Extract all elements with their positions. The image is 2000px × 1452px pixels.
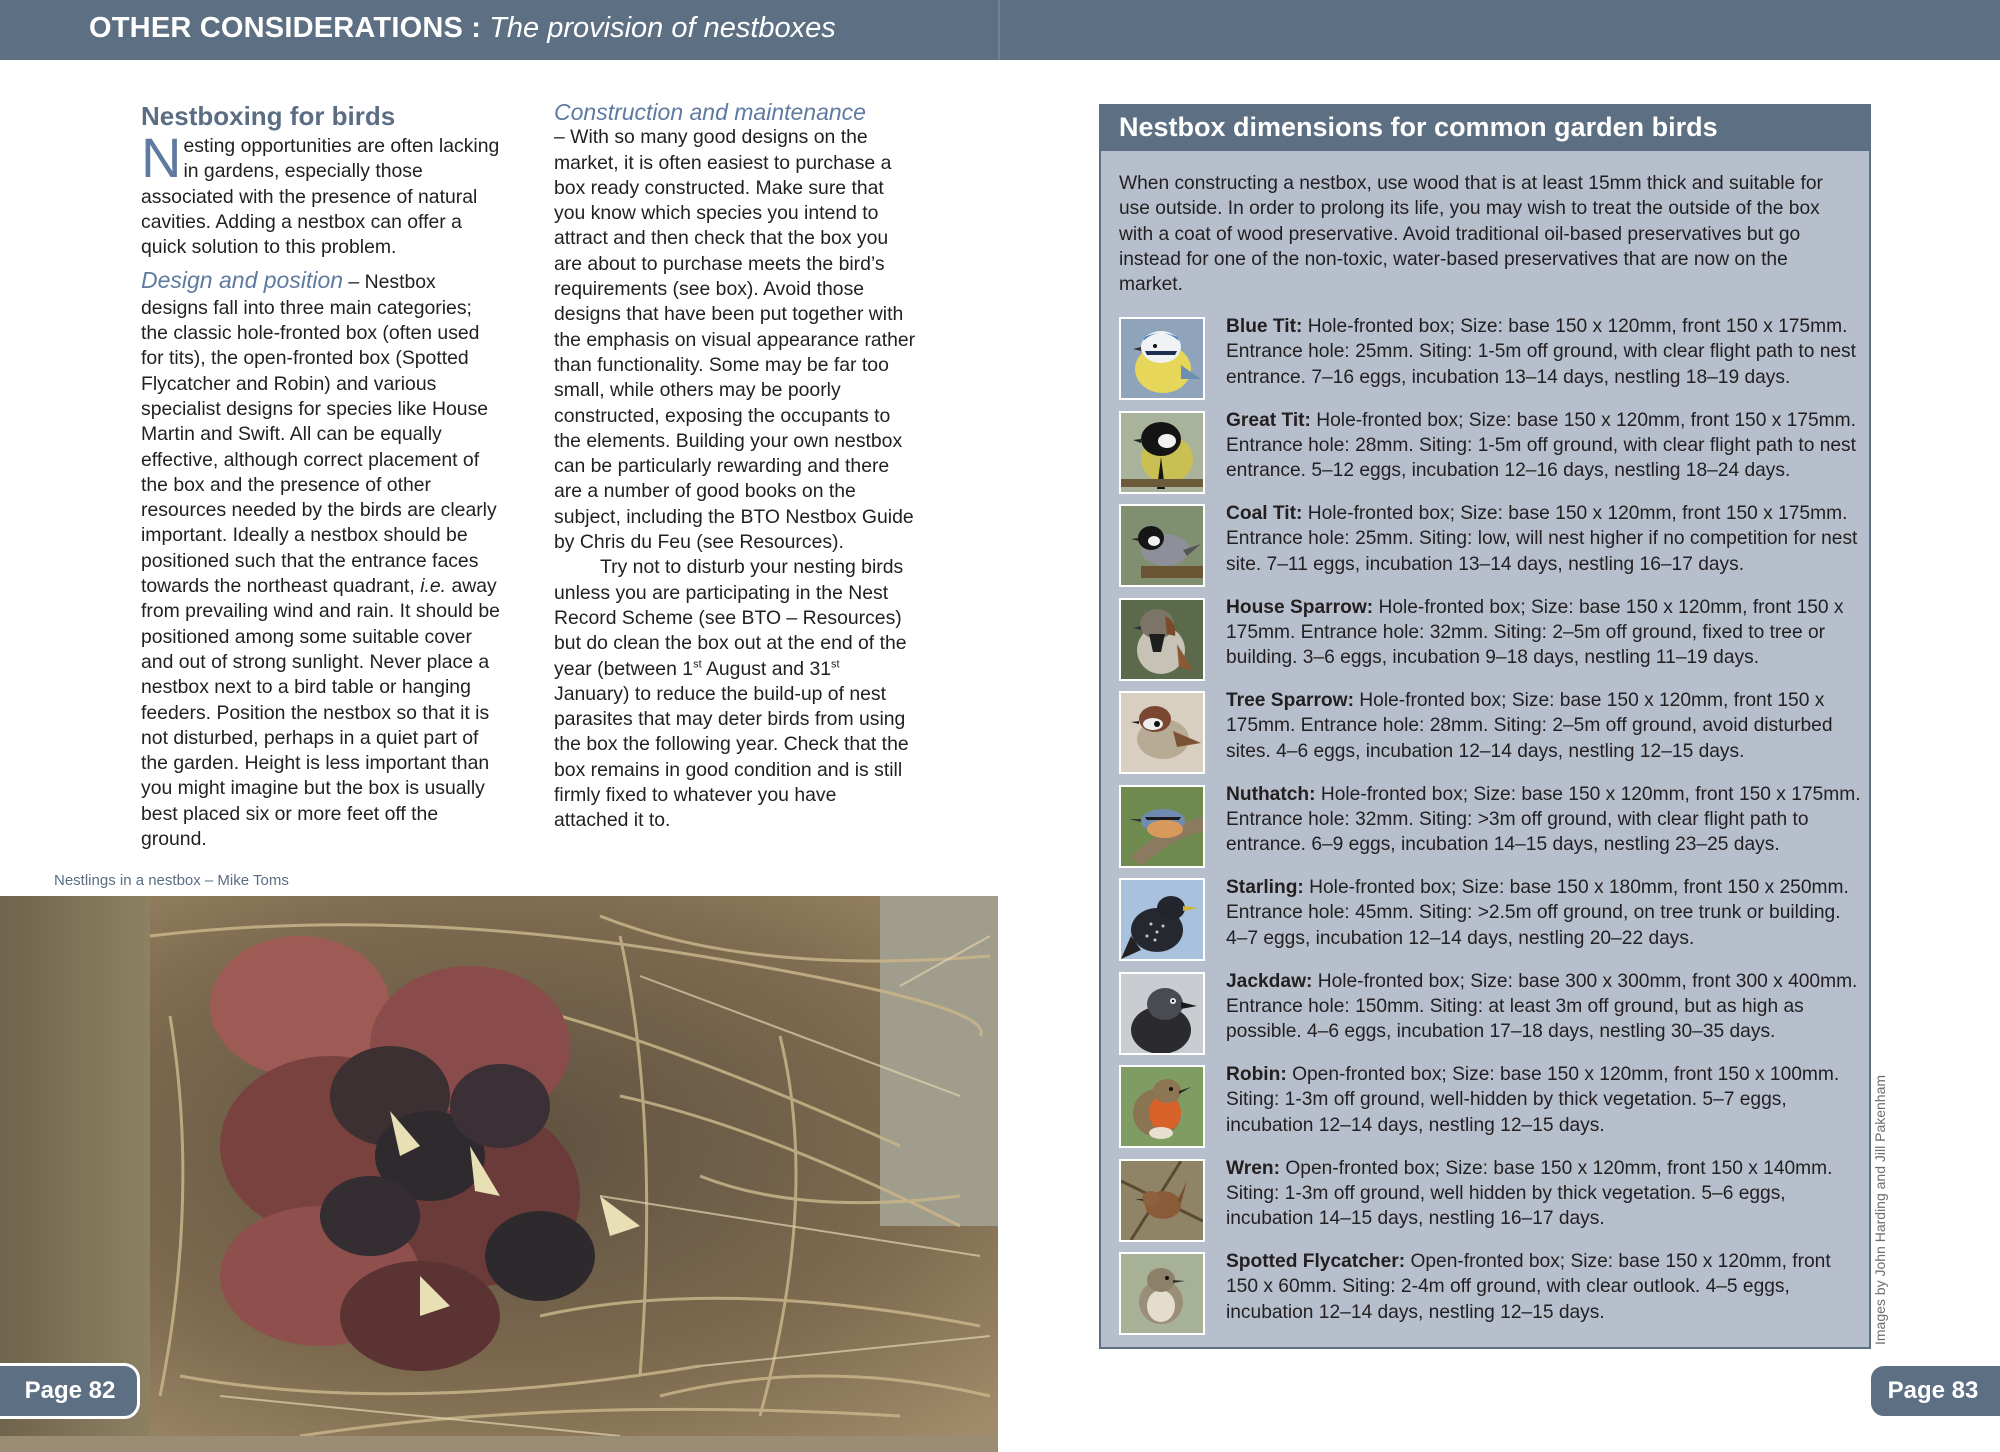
image-credit <box>1872 1074 1892 1365</box>
species-details: Open-fronted box; Size: base 150 x 120mm, front 150 x 60mm. Siting: 2-4m off ground, with clear outlook. 4–5 eggs, incubation 12–14 days, nestling 12–15 days. <box>1226 1251 1831 1323</box>
wren-photo <box>1119 1159 1205 1242</box>
species-row-coal-tit <box>1119 501 1859 595</box>
disturb-text-b: August and 31 <box>701 657 832 680</box>
design-paragraph <box>141 268 501 852</box>
disturb-text-c: January) to reduce the build-up of nest parasites that may deter birds from using the box the following year. Check that the box remains in good condition and is still firmly fixed to whatever you have attached it to. <box>554 682 909 832</box>
species-name: Robin: <box>1226 1064 1287 1085</box>
species-text <box>1226 408 1866 484</box>
species-details: Open-fronted box; Size: base 150 x 120mm, front 150 x 140mm. Siting: 1-3m off ground, well hidden by thick vegetation. 5–6 eggs, incubation 14–15 days, nestling 16–17 days. <box>1226 1157 1833 1230</box>
intro-paragraph <box>141 126 501 260</box>
blue-tit-photo <box>1119 317 1205 400</box>
middle-text-column <box>554 100 916 834</box>
species-text <box>1226 782 1866 858</box>
species-name: Blue Tit: <box>1226 316 1303 337</box>
species-text <box>1226 1062 1866 1138</box>
section-title: OTHER CONSIDERATIONS : <box>89 12 482 44</box>
species-details: Hole-fronted box; Size: base 150 x 120mm, front 150 x 175mm. Entrance hole: 25mm. Siting: low, will nest higher if no competition for nest site. 7–11 eggs, incubation 13–14 days, nestling 16–17 days. <box>1226 503 1858 575</box>
design-subheading: Design and position <box>141 267 344 294</box>
species-details: Hole-fronted box; Size: base 150 x 120mm, front 150 x 175mm. Entrance hole: 25mm. Siting: 1-5m off ground, with clear flight path to nest entrance. 7–16 eggs, incubation 13–14 days, nestling 18–19 days. <box>1226 316 1856 388</box>
species-name: Coal Tit: <box>1226 503 1303 524</box>
intro-text: esting opportunities are often lacking in gardens, especially those associated with the presence of natural cavities. Adding a nestbox can offer a quick solution to this problem. <box>141 135 500 259</box>
species-details: Hole-fronted box; Size: base 150 x 120mm, front 150 x 175mm. Entrance hole: 32mm. Siting: 2–5m off ground, fixed to tree or building. 3–6 eggs, incubation 9–18 days, nestling 11–19 days. <box>1226 596 1844 669</box>
construction-paragraph: – With so many good designs on the market, it is often easiest to purchase a box ready constructed. Make sure that you know which species you intend to attract and then check that the box you are about to purchase meets the bird’s requirements (see box). Avoid those designs that have been put together with the emphasis on visual appearance rather than functionality. Some may be far too small, while others may be poorly constructed, exposing the occupants to the elements. Building your own nestbox can be particularly rewarding and there are a number of good books on the subject, including the BTO Nestbox Guide by Chris du Feu (see Resources). <box>554 126 916 554</box>
species-row-starling <box>1119 875 1859 969</box>
page-number-right: Page 83 <box>1868 1363 2000 1419</box>
left-text-column <box>141 100 501 852</box>
header-band <box>0 0 2000 60</box>
species-text <box>1226 969 1866 1045</box>
box-intro: When constructing a nestbox, use wood that is at least 15mm thick and suitable for use outside. In order to prolong its life, you may wish to treat the outside of the box with a coat of wood preservative. Avoid traditional oil-based preservatives but go instead for one of the non-toxic, water-based preservatives that are now on the market. <box>1119 173 1823 296</box>
starling-photo <box>1119 878 1205 961</box>
species-text <box>1226 1249 1866 1325</box>
species-name: Wren: <box>1226 1157 1281 1179</box>
species-name: Great Tit: <box>1226 409 1311 431</box>
ordinal-2: st <box>831 658 840 671</box>
great-tit-photo <box>1119 411 1205 494</box>
ordinal-1: st <box>693 658 702 671</box>
species-row-robin <box>1119 1062 1859 1156</box>
nuthatch-photo <box>1119 785 1205 868</box>
coal-tit-photo <box>1119 504 1205 587</box>
species-text <box>1226 595 1866 671</box>
species-name: Nuthatch: <box>1226 783 1316 805</box>
page-number-left: Page 82 <box>0 1363 140 1419</box>
species-text <box>1226 875 1866 951</box>
species-details: Open-fronted box; Size: base 150 x 120mm, front 150 x 100mm. Siting: 1-3m off ground, well-hidden by thick vegetation. 5–7 eggs, incubation 12–14 days, nestling 12–15 days. <box>1226 1064 1840 1136</box>
disturb-paragraph <box>554 555 916 833</box>
species-row-blue-tit <box>1119 314 1859 408</box>
disturb-text-a: Try not to disturb your nesting birds unless you are participating in the Nest Record Scheme (see BTO – Resources) but do clean the box out at the end of the year (between 1 <box>554 556 907 680</box>
design-text: – Nestbox designs fall into three main categories; the classic hole-fronted box (often used for tits), the open-fronted box (Spotted Flycatcher and Robin) and various specialist designs for species like House Martin and Swift. All can be equally effective, although correct placement of the box and the presence of other resources needed by the birds are clearly important. Ideally a nestbox should be positioned such that the entrance faces towards the northeast quadrant, <box>141 271 497 598</box>
tree-sparrow-photo <box>1119 691 1205 774</box>
species-details: Hole-fronted box; Size: base 150 x 120mm, front 150 x 175mm. Entrance hole: 28mm. Siting: 2–5m off ground, avoid disturbed sites. 4–6 eggs, incubation 12–14 days, nestling 12–15 days. <box>1226 690 1833 762</box>
species-details: Hole-fronted box; Size: base 300 x 300mm, front 300 x 400mm. Entrance hole: 150mm. Siting: at least 3m off ground, but as high as possible. 4–6 eggs, incubation 17–18 days, nestling 30–35 days. <box>1226 970 1858 1043</box>
nestbox-dimensions-box <box>1099 104 1871 1349</box>
box-title: Nestbox dimensions for common garden birds <box>1101 106 1869 151</box>
species-text <box>1226 688 1866 764</box>
nestboxing-heading: Nestboxing for birds <box>141 101 396 131</box>
species-text <box>1226 314 1866 390</box>
species-row-house-sparrow <box>1119 595 1859 689</box>
species-name: Starling: <box>1226 877 1304 898</box>
nestlings-photo <box>0 896 998 1452</box>
drop-cap: N <box>141 126 182 189</box>
species-text <box>1226 1156 1866 1232</box>
species-details: Hole-fronted box; Size: base 150 x 180mm, front 150 x 250mm. Entrance hole: 45mm. Siting: >2.5m off ground, on tree trunk or building. 4–7 eggs, incubation 12–14 days, nestling 20–22 days. <box>1226 877 1849 949</box>
jackdaw-photo <box>1119 972 1205 1055</box>
section-subtitle: The provision of nestboxes <box>489 12 836 44</box>
species-text <box>1226 501 1866 577</box>
construction-subheading: Construction and maintenance <box>554 99 866 125</box>
design-text-2: away from prevailing wind and rain. It should be positioned among some suitable cover and out of strong sunlight. Never place a nestbox next to a bird table or hanging feeders. Position the nestbox so that it is not disturbed, perhaps in a quiet part of the garden. Height is less important than you might imagine but the box is usually best placed six or more feet off the ground. <box>141 575 500 851</box>
image-credit-text: Images by John Harding and Jill Pakenham <box>1872 1074 1888 1345</box>
species-row-wren <box>1119 1156 1859 1250</box>
species-row-jackdaw <box>1119 969 1859 1063</box>
spotted-flycatcher-photo <box>1119 1252 1205 1335</box>
species-details: Hole-fronted box; Size: base 150 x 120mm, front 150 x 175mm. Entrance hole: 32mm. Siting: >3m off ground, with clear flight path to entrance. 6–9 eggs, incubation 14–15 days, nestling 23–25 days. <box>1226 783 1861 856</box>
design-ie: i.e. <box>420 575 447 598</box>
photo-caption: Nestlings in a nestbox – Mike Toms <box>54 872 289 889</box>
robin-photo <box>1119 1065 1205 1148</box>
species-row-great-tit <box>1119 408 1859 502</box>
species-name: House Sparrow: <box>1226 596 1374 618</box>
house-sparrow-photo <box>1119 598 1205 681</box>
species-row-spotted-flycatcher <box>1119 1249 1859 1343</box>
page-title <box>89 12 836 45</box>
species-name: Tree Sparrow: <box>1226 690 1354 711</box>
species-name: Jackdaw: <box>1226 970 1313 992</box>
species-list <box>1119 314 1859 1343</box>
species-details: Hole-fronted box; Size: base 150 x 120mm, front 150 x 175mm. Entrance hole: 28mm. Siting: 1-5m off ground, with clear flight path to nest entrance. 5–12 eggs, incubation 12–16 days, nestling 18–24 days. <box>1226 409 1856 482</box>
species-name: Spotted Flycatcher: <box>1226 1251 1406 1272</box>
species-row-tree-sparrow <box>1119 688 1859 782</box>
header-divider <box>998 0 1000 60</box>
species-row-nuthatch <box>1119 782 1859 876</box>
